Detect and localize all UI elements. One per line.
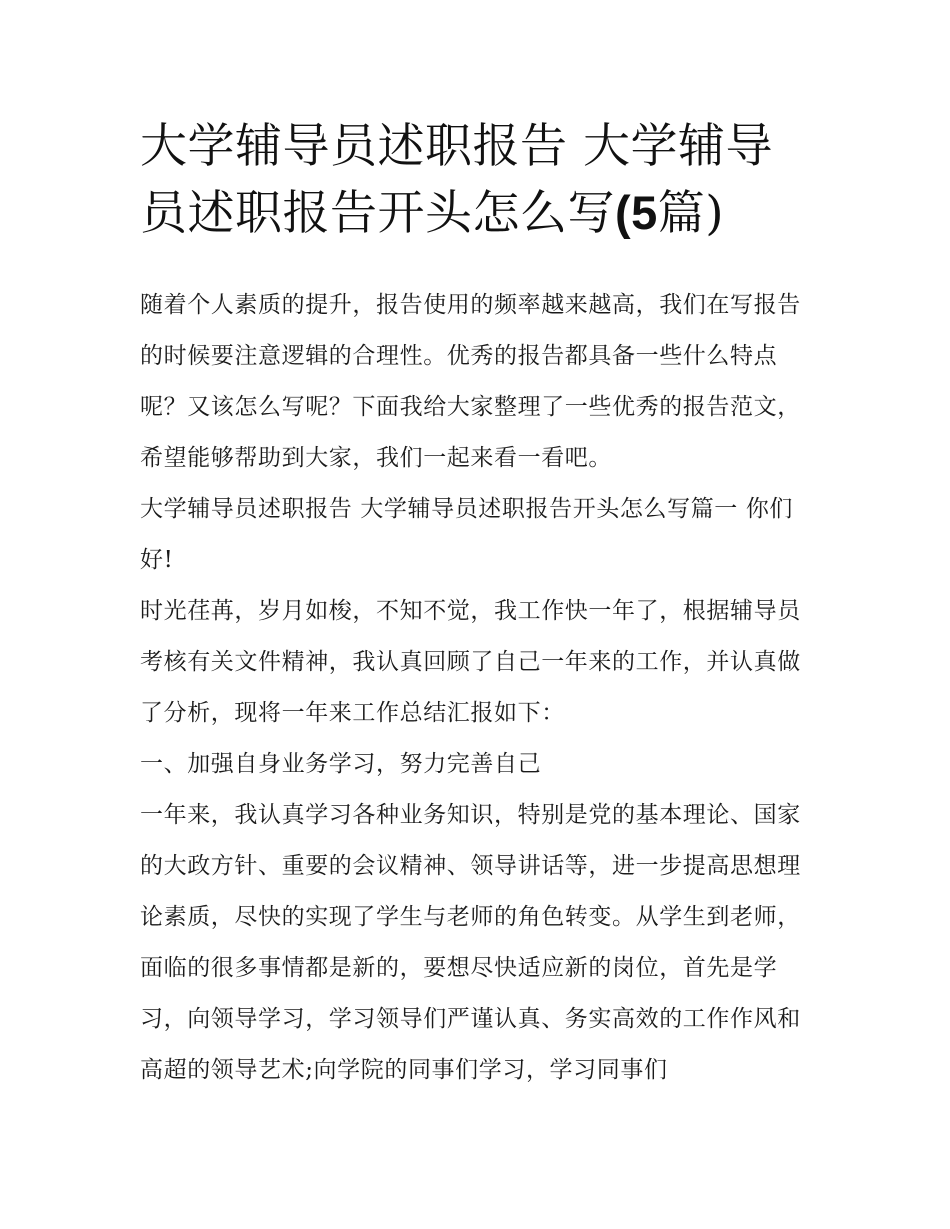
subsection-heading: 一、加强自身业务学习，努力完善自己 [140, 751, 542, 777]
title-line-2-suffix: 篇) [657, 186, 725, 241]
title-line-2-prefix: 员述职报告开头怎么写 [140, 186, 615, 241]
intro-paragraph: 随着个人素质的提升，报告使用的频率越来越高，我们在写报告的时候要注意逻辑的合理性。优秀的报告都具备一些什么特点呢？又该怎么写呢？下面我给大家整理了一些优秀的报告范文，希望能够帮助到大家，我们一起来看一看吧。 [140, 292, 801, 471]
document-body [140, 280, 816, 1096]
title-count: (5 [615, 186, 658, 239]
document-title [140, 114, 820, 247]
summary-paragraph: 时光荏苒，岁月如梭，不知不觉，我工作快一年了，根据辅导员考核有关文件精神，我认真回顾了自己一年来的工作，并认真做了分析，现将一年来工作总结汇报如下： [140, 598, 801, 726]
section-heading-paragraph: 大学辅导员述职报告 大学辅导员述职报告开头怎么写篇一 你们好! [140, 496, 794, 573]
title-line-1: 大学辅导员述职报告 大学辅导 [140, 119, 773, 174]
study-paragraph: 一年来，我认真学习各种业务知识，特别是党的基本理论、国家的大政方针、重要的会议精神、领导讲话等，进一步提高思想理论素质，尽快的实现了学生与老师的角色转变。从学生到老师，面临的很多事情都是新的，要想尽快适应新的岗位，首先是学习，向领导学习，学习领导们严谨认真、务实高效的工作作风和高超的领导艺术;向学院的同事们学习，学习同事们 [140, 802, 801, 1083]
